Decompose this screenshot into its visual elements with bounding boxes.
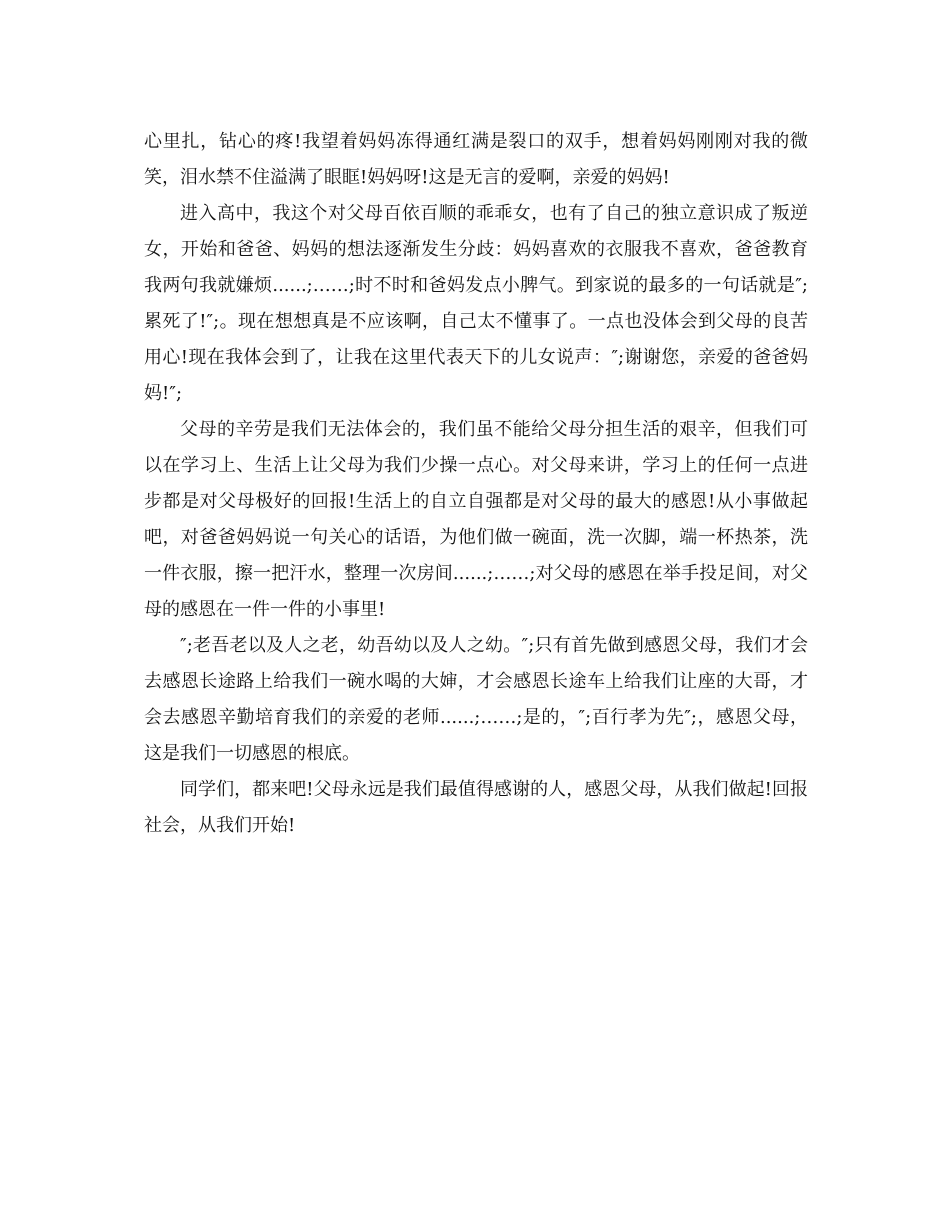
document-body: [144, 124, 808, 844]
paragraph-4: ″;老吾老以及人之老，幼吾幼以及人之幼。″;只有首先做到感恩父母，我们才会去感恩长途路上给我们一碗水喝的大婶，才会感恩长途车上给我们让座的大哥，才会去感恩辛勤培育我们的亲爱的老师......;……;是的，″;百行孝为先″;，感恩父母，这是我们一切感恩的根底。: [144, 635, 808, 764]
paragraph-5: 同学们，都来吧!父母永远是我们最值得感谢的人，感恩父母，从我们做起!回报社会，从我们开始!: [144, 779, 808, 836]
paragraph-1: 心里扎，钻心的疼!我望着妈妈冻得通红满是裂口的双手，想着妈妈刚刚对我的微笑，泪水禁不住溢满了眼眶!妈妈呀!这是无言的爱啊，亲爱的妈妈!: [144, 131, 808, 188]
paragraph-2: 进入高中，我这个对父母百依百顺的乖乖女，也有了自己的独立意识成了叛逆女，开始和爸爸、妈妈的想法逐渐发生分歧：妈妈喜欢的衣服我不喜欢，爸爸教育我两句我就嫌烦......;……;时不时和爸妈发点小脾气。到家说的最多的一句话就是″;累死了!″;。现在想想真是不应该啊，自己太不懂事了。一点也没体会到父母的良苦用心!现在我体会到了，让我在这里代表天下的儿女说声：″;谢谢您，亲爱的爸爸妈妈!″;: [144, 203, 808, 404]
paragraph-3: 父母的辛劳是我们无法体会的，我们虽不能给父母分担生活的艰辛，但我们可以在学习上、生活上让父母为我们少操一点心。对父母来讲，学习上的任何一点进步都是对父母极好的回报!生活上的自立自强都是对父母的最大的感恩!从小事做起吧，对爸爸妈妈说一句关心的话语，为他们做一碗面，洗一次脚，端一杯热茶，洗一件衣服，擦一把汗水，整理一次房间......;……;对父母的感恩在举手投足间，对父母的感恩在一件一件的小事里!: [144, 419, 808, 620]
